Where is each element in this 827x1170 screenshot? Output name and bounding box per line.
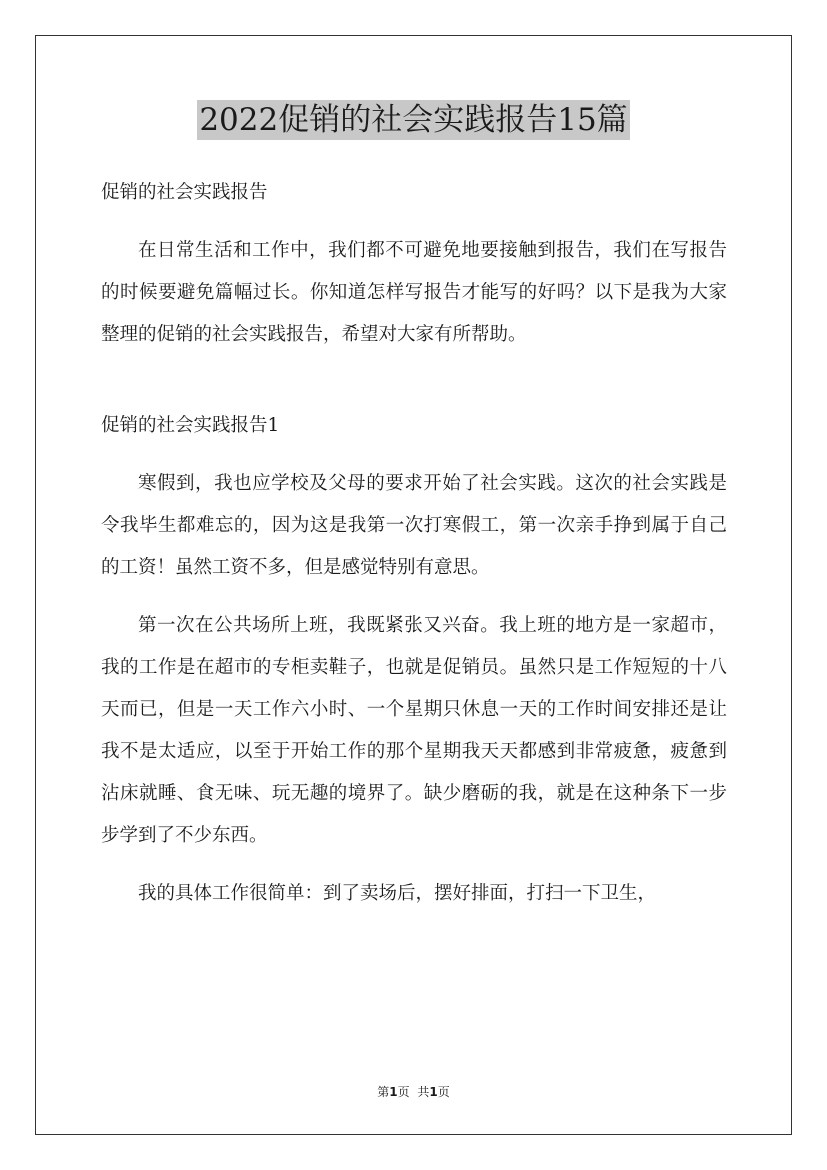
footer-total-suffix: 页 <box>437 1085 450 1099</box>
section1-paragraph: 寒假到，我也应学校及父母的要求开始了社会实践。这次的社会实践是令我毕生都难忘的，因为这是我第一次打寒假工，第一次亲手挣到属于自己的工资！虽然工资不多，但是感觉特别有意思。 <box>101 473 727 578</box>
document-body <box>101 172 727 915</box>
document-title: 2022促销的社会实践报告15篇 <box>199 102 628 138</box>
spacer <box>101 356 727 398</box>
footer-total-prefix: 共 <box>417 1085 430 1099</box>
spacer <box>101 447 727 463</box>
page-footer <box>0 1083 827 1100</box>
section1-heading: 促销的社会实践报告1 <box>101 415 280 436</box>
footer-page-number: 1 <box>389 1085 398 1099</box>
intro-paragraph: 在日常生活和工作中，我们都不可避免地要接触到报告，我们在写报告的时候要避免篇幅过长。你知道怎样写报告才能写的好吗？以下是我为大家整理的促销的社会实践报告，希望对大家有所帮助。 <box>101 240 727 345</box>
title-container <box>0 100 827 140</box>
spacer <box>101 857 727 873</box>
section1-paragraph: 第一次在公共场所上班，我既紧张又兴奋。我上班的地方是一家超市，我的工作是在超市的专柜卖鞋子，也就是促销员。虽然只是工作短短的十八天而已，但是一天工作六小时、一个星期只休息一天的工作时间安排还是让我不是太适应，以至于开始工作的那个星期我天天都感到非常疲惫，疲惫到沾床就睡、食无味、玩无趣的境界了。缺少磨砺的我，就是在这种条下一步步学到了不少东西。 <box>101 615 727 846</box>
section1-paragraph: 我的具体工作很简单：到了卖场后，摆好排面，打扫一下卫生， <box>138 883 657 904</box>
spacer <box>101 214 727 230</box>
footer-page-prefix: 第 <box>377 1085 390 1099</box>
footer-page-suffix: 页 <box>397 1085 410 1099</box>
intro-heading: 促销的社会实践报告 <box>101 182 268 203</box>
spacer <box>101 589 727 605</box>
footer-total-pages: 1 <box>429 1085 438 1099</box>
